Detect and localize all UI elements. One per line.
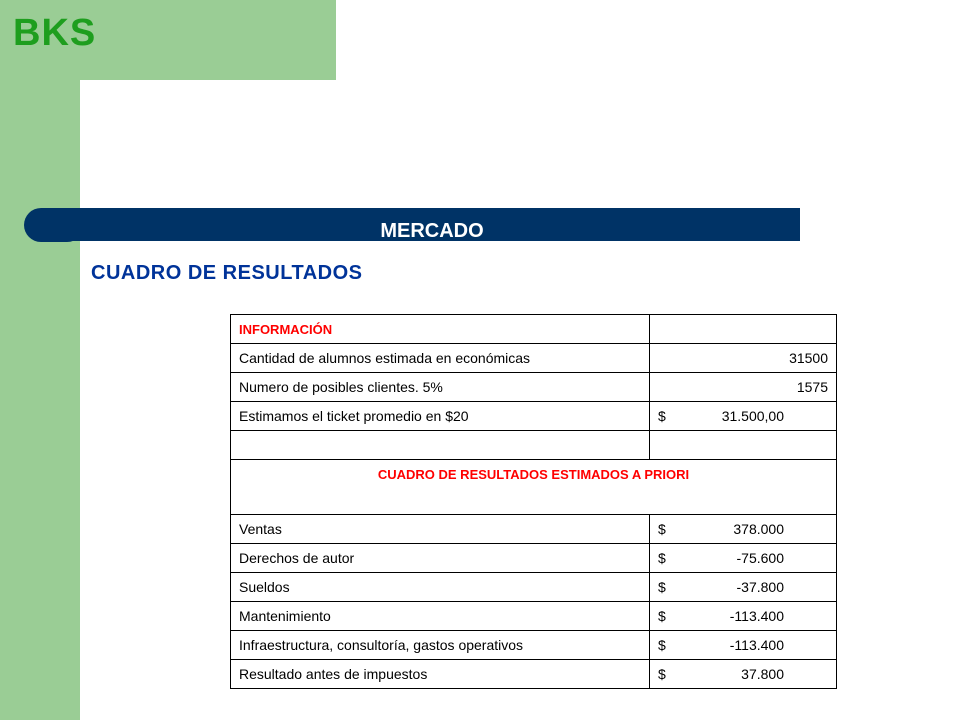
currency-symbol: $ (658, 637, 666, 653)
empty-cell (231, 431, 650, 460)
info-header: INFORMACIÓN (231, 315, 650, 344)
info-header-row (231, 315, 837, 344)
row-label: Ventas (231, 515, 650, 544)
content-corner (80, 80, 140, 140)
row-label: Sueldos (231, 573, 650, 602)
amount: 378.000 (733, 521, 784, 537)
row-label: Derechos de autor (231, 544, 650, 573)
table-row (231, 631, 837, 660)
amount: -37.800 (736, 579, 784, 595)
table-row (231, 573, 837, 602)
band-title: MERCADO (380, 220, 484, 242)
row-value (650, 602, 837, 631)
row-value (650, 660, 837, 689)
results-header-row (231, 460, 837, 515)
currency-symbol: $ (658, 608, 666, 624)
table-row (231, 544, 837, 573)
currency-symbol: $ (658, 550, 666, 566)
section-title: CUADRO DE RESULTADOS (91, 262, 363, 284)
amount: -75.600 (736, 550, 784, 566)
row-value (650, 631, 837, 660)
row-value: 31500 (650, 344, 837, 373)
row-label: Resultado antes de impuestos (231, 660, 650, 689)
currency-symbol: $ (658, 666, 666, 682)
table-row (231, 602, 837, 631)
results-table (230, 314, 837, 689)
table-row (231, 373, 837, 402)
row-value (650, 515, 837, 544)
currency-symbol: $ (658, 408, 666, 424)
table-row (231, 402, 837, 431)
row-label: Estimamos el ticket promedio en $20 (231, 402, 650, 431)
row-value (650, 402, 837, 431)
row-label: Mantenimiento (231, 602, 650, 631)
amount: -113.400 (729, 637, 784, 653)
amount: 31.500,00 (721, 408, 784, 424)
row-label: Cantidad de alumnos estimada en económicas (231, 344, 650, 373)
results-header: CUADRO DE RESULTADOS ESTIMADOS A PRIORI (231, 460, 837, 515)
table-row (231, 515, 837, 544)
row-value (650, 573, 837, 602)
row-value: 1575 (650, 373, 837, 402)
currency-symbol: $ (658, 579, 666, 595)
empty-row (231, 431, 837, 460)
amount: -113.400 (729, 608, 784, 624)
row-label: Infraestructura, consultoría, gastos operativos (231, 631, 650, 660)
empty-cell (650, 315, 837, 344)
currency-symbol: $ (658, 521, 666, 537)
table-row (231, 660, 837, 689)
row-label: Numero de posibles clientes. 5% (231, 373, 650, 402)
row-value (650, 544, 837, 573)
amount: 37.800 (741, 666, 784, 682)
brand-logo: BKS (13, 12, 97, 54)
green-side-panel (0, 0, 80, 720)
empty-cell (650, 431, 837, 460)
table-row (231, 344, 837, 373)
